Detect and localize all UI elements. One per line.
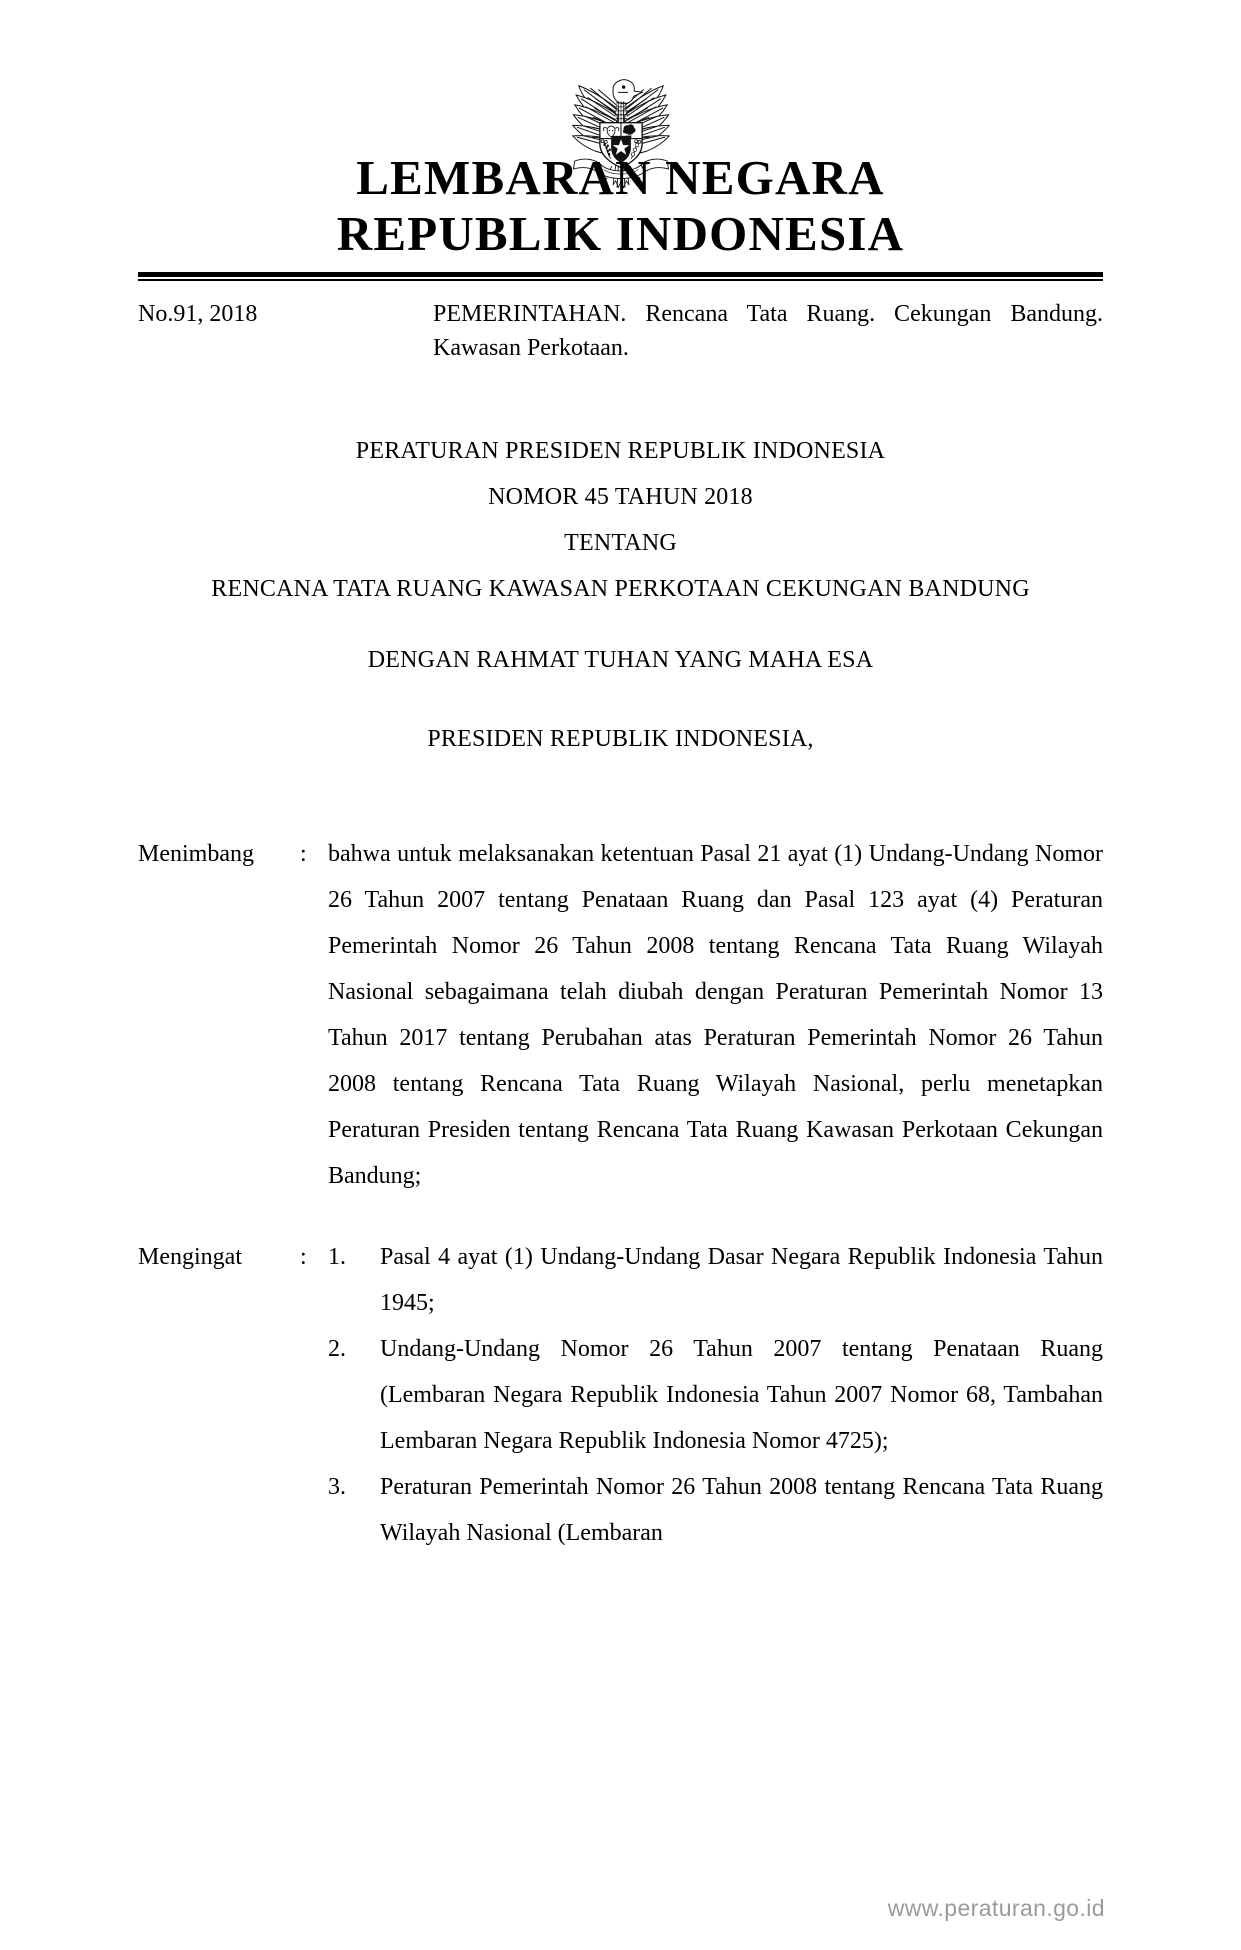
regulation-subject-title: RENCANA TATA RUANG KAWASAN PERKOTAAN CEKUNGAN BANDUNG [211, 575, 1030, 602]
list-item-text: Peraturan Pemerintah Nomor 26 Tahun 2008 tentang Rencana Tata Ruang Wilayah Nasional (Lembaran [380, 1473, 1103, 1546]
regulation-title-block [0, 439, 1241, 601]
list-item-text: Pasal 4 ayat (1) Undang-Undang Dasar Negara Republik Indonesia Tahun 1945; [380, 1243, 1103, 1316]
masthead-divider [0, 272, 1241, 281]
list-item-marker: 1. [328, 1243, 346, 1270]
gazette-reference-row [0, 281, 1241, 365]
masthead-line-1: LEMBARAN NEGARA [356, 150, 885, 205]
masthead-line-2: REPUBLIK INDONESIA [336, 205, 905, 261]
footer-watermark: www.peraturan.go.id [887, 1895, 1105, 1921]
gazette-subject-keywords: PEMERINTAHAN. Rencana Tata Ruang. Cekungan Bandung. Kawasan Perkotaan. [433, 300, 1103, 361]
clause-menimbang-label: Menimbang [138, 840, 254, 867]
clause-mengingat-colon: : [300, 1243, 307, 1270]
list-item-marker: 3. [328, 1473, 346, 1500]
gazette-number: No.91, 2018 [138, 300, 258, 327]
list-item [328, 1464, 1103, 1556]
blessing-line: DENGAN RAHMAT TUHAN YANG MAHA ESA [367, 646, 874, 673]
clause-menimbang-colon: : [300, 840, 307, 867]
emblem-container [0, 0, 1241, 148]
clause-mengingat-list [328, 1234, 1103, 1557]
masthead-title [0, 150, 1241, 262]
clause-menimbang [138, 831, 1103, 1200]
list-item [328, 1234, 1103, 1326]
regulation-number: NOMOR 45 TAHUN 2018 [488, 483, 753, 510]
clause-mengingat [138, 1234, 1103, 1557]
clause-section [0, 831, 1241, 1556]
clause-menimbang-text: bahwa untuk melaksanakan ketentuan Pasal 21 ayat (1) Undang-Undang Nomor 26 Tahun 2007 tentang Penataan Ruang dan Pasal 123 ayat (4) Peraturan Pemerintah Nomor 26 Tahun 2008 tentang Rencana Tata Ruang Wilayah Nasional sebagaimana telah diubah dengan Peraturan Pemerintah Nomor 13 Tahun 2017 tentang Perubahan atas Peraturan Pemerintah Nomor 26 Tahun 2008 tentang Rencana Tata Ruang Wilayah Nasional, perlu menetapkan Peraturan Presiden tentang Rencana Tata Ruang Kawasan Perkotaan Cekungan Bandung; [328, 840, 1103, 1190]
list-item [328, 1326, 1103, 1464]
clause-mengingat-label: Mengingat [138, 1243, 242, 1270]
regulation-about-label: TENTANG [564, 529, 677, 556]
president-designation: PRESIDEN REPUBLIK INDONESIA, [427, 725, 814, 752]
regulation-authority: PERATURAN PRESIDEN REPUBLIK INDONESIA [355, 437, 886, 464]
list-item-text: Undang-Undang Nomor 26 Tahun 2007 tentang Penataan Ruang (Lembaran Negara Republik Indonesia Tahun 2007 Nomor 68, Tambahan Lembaran Negara Republik Indonesia Nomor 4725); [380, 1335, 1103, 1454]
list-item-marker: 2. [328, 1335, 346, 1362]
